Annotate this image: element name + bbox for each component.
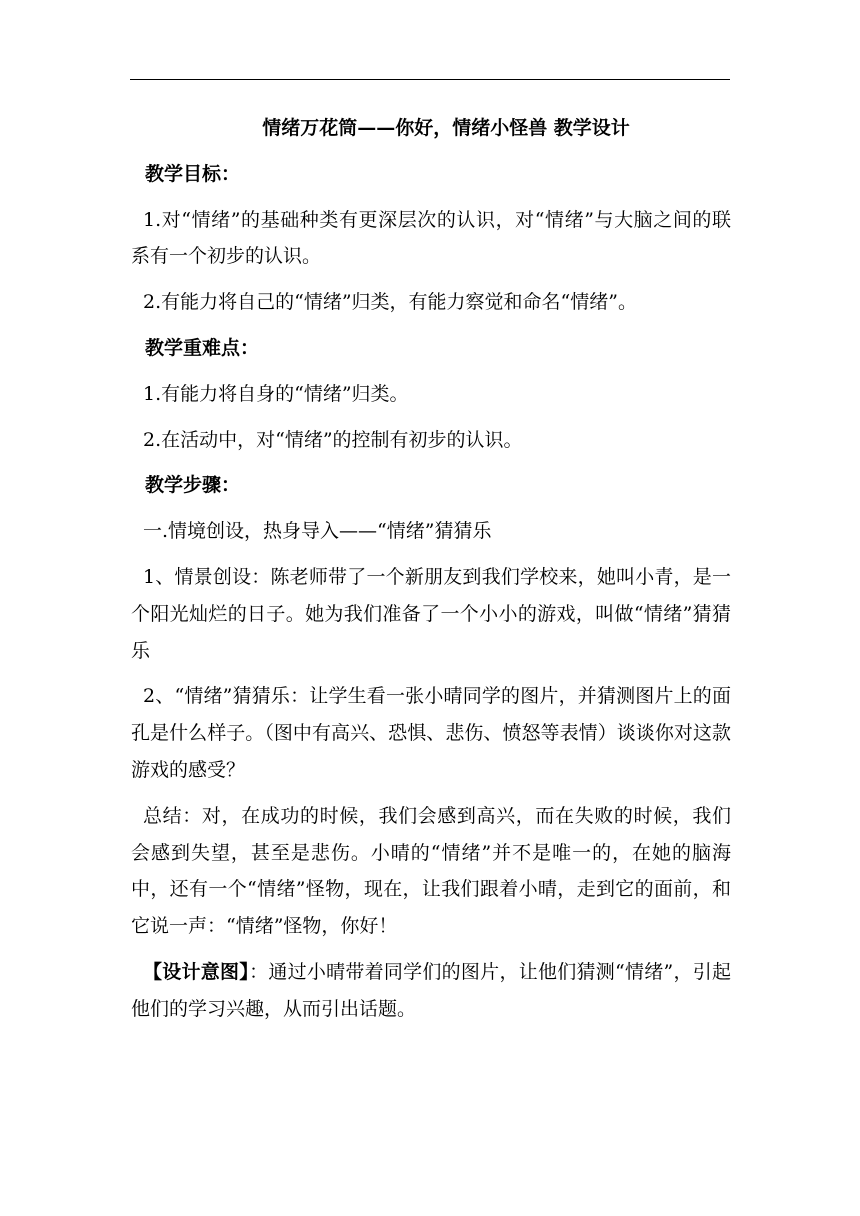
objectives-heading: 教学目标： [145, 162, 241, 185]
step-title: 一.情境创设，热身导入——“情绪”猜猜乐 [143, 520, 492, 543]
key-points-heading: 教学重难点： [145, 336, 260, 359]
header-rule [130, 79, 730, 80]
objective-item: 1.对“情绪”的基础种类有更深层次的认识，对“情绪”与大脑之间的联系有一个初步的认识。 [131, 208, 731, 268]
steps-heading: 教学步骤： [145, 474, 241, 497]
key-point-item: 2.在活动中，对“情绪”的控制有初步的认识。 [143, 428, 523, 451]
objective-item: 2.有能力将自己的“情绪”归类，有能力察觉和命名“情绪”。 [143, 291, 637, 314]
summary-paragraph: 总结：对，在成功的时候，我们会感到高兴，而在失败的时候，我们会感到失望，甚至是悲伤。小晴的“情绪”并不是唯一的，在她的脑海中，还有一个“情绪”怪物，现在，让我们跟着小晴，走到它的面前，和它说一声：“情绪”怪物，你好！ [131, 804, 731, 938]
step-paragraph: 1、情景创设：陈老师带了一个新朋友到我们学校来，她叫小青，是一个阳光灿烂的日子。她为我们准备了一个小小的游戏，叫做“情绪”猜猜乐 [131, 565, 731, 662]
step-paragraph: 2、“情绪”猜猜乐：让学生看一张小晴同学的图片，并猜测图片上的面孔是什么样子。（图中有高兴、恐惧、悲伤、愤怒等表情）谈谈你对这款游戏的感受？ [131, 685, 731, 781]
document-body [131, 110, 731, 1037]
design-intent-label: 【设计意图】 [143, 960, 250, 983]
document-title: 情绪万花筒——你好，情绪小怪兽 教学设计 [262, 117, 630, 139]
key-point-item: 1.有能力将自身的“情绪”归类。 [143, 382, 409, 405]
design-intent-paragraph [131, 954, 731, 1028]
design-intent-text: ：通过小晴带着同学们的图片，让他们猜测“情绪”，引起他们的学习兴趣，从而引出话题。 [131, 960, 731, 1020]
